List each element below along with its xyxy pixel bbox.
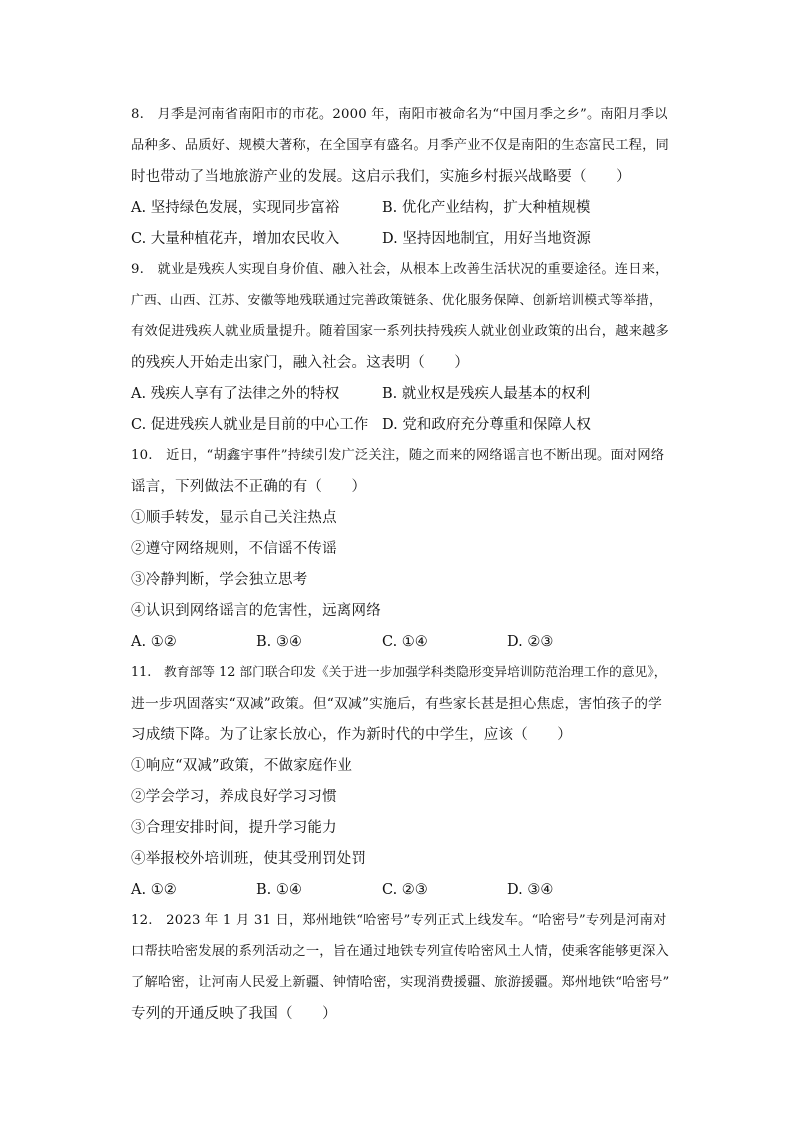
- q10-statement-1: ①顺手转发，显示自己关注热点: [131, 510, 337, 526]
- q11-line-1: 11. 教育部等 12 部门联合印发《关于进一步加强学科类隐形变异培训防范治理工作的意见》，: [131, 665, 667, 680]
- q9-option-a: A. 残疾人享有了法律之外的特权: [131, 386, 340, 402]
- q9-line-1: 9. 就业是残疾人实现自身价值、融入社会，从根本上改善生活状况的重要途径。连日来，: [131, 262, 669, 277]
- q10-line-2: 谣言，下列做法不正确的有（ ）: [131, 479, 367, 495]
- q10-line-1: 10. 近日，“胡鑫宇事件”持续引发广泛关注，随之而来的网络谣言也不断出现。面对网络: [131, 448, 665, 463]
- q9-option-b: B. 就业权是残疾人最基本的权利: [382, 386, 591, 402]
- q10-statement-4: ④认识到网络谣言的危害性，远离网络: [131, 603, 381, 619]
- q8-line-3: 时也带动了当地旅游产业的发展。这启示我们，实施乡村振兴战略要（ ）: [131, 169, 631, 185]
- q10-option-b: B. ③④: [256, 634, 302, 650]
- q10-option-c: C. ①④: [382, 634, 428, 650]
- q8-option-a: A. 坚持绿色发展，实现同步富裕: [131, 200, 340, 216]
- q8-line-2: 品种多、品质好、规模大著称，在全国享有盛名。月季产业不仅是南阳的生态富民工程，同: [131, 138, 670, 153]
- q12-line-2: 口帮扶哈密发展的系列活动之一，旨在通过地铁专列宣传哈密风土人情，使乘客能够更深入: [131, 944, 670, 959]
- q11-statement-1: ①响应“双减”政策，不做家庭作业: [131, 758, 353, 774]
- q10-statement-2: ②遵守网络规则，不信谣不传谣: [131, 541, 337, 557]
- q9-line-3: 有效促进残疾人就业质量提升。随着国家一系列扶持残疾人就业创业政策的出台，越来越多: [131, 324, 670, 339]
- q10-statement-3: ③冷静判断，学会独立思考: [131, 572, 308, 588]
- q12-line-3: 了解哈密，让河南人民爱上新疆、钟情哈密，实现消费援疆、旅游援疆。郑州地铁“哈密号”: [131, 975, 670, 990]
- q11-statement-4: ④举报校外培训班，使其受刑罚处罚: [131, 851, 367, 867]
- q11-line-3: 习成绩下降。为了让家长放心，作为新时代的中学生，应该（ ）: [131, 727, 572, 743]
- q9-option-d: D. 党和政府充分尊重和保障人权: [382, 417, 591, 433]
- q11-line-2: 进一步巩固落实“双减”政策。但“双减”实施后，有些家长甚是担心焦虑，害怕孩子的学: [131, 696, 663, 712]
- q11-option-c: C. ②③: [382, 882, 428, 898]
- q11-option-d: D. ③④: [507, 882, 554, 898]
- q11-option-b: B. ①④: [256, 882, 302, 898]
- q10-option-a: A. ①②: [131, 634, 177, 650]
- q8-option-b: B. 优化产业结构，扩大种植规模: [382, 200, 591, 216]
- q8-line-1: 8. 月季是河南省南阳市的市花。2000 年，南阳市被命名为“中国月季之乡”。南阳月季以: [131, 107, 668, 122]
- q11-statement-2: ②学会学习，养成良好学习习惯: [131, 789, 337, 805]
- q11-statement-3: ③合理安排时间，提升学习能力: [131, 820, 337, 836]
- q10-option-d: D. ②③: [507, 634, 554, 650]
- q8-option-c: C. 大量种植花卉，增加农民收入: [131, 231, 340, 247]
- q8-option-d: D. 坚持因地制宜，用好当地资源: [382, 231, 591, 247]
- q12-line-1: 12. 2023 年 1 月 31 日，郑州地铁“哈密号”专列正式上线发车。“哈密号”专列是河南对: [131, 913, 667, 928]
- q12-line-4: 专列的开通反映了我国（ ）: [131, 1006, 337, 1022]
- q11-option-a: A. ①②: [131, 882, 177, 898]
- q9-option-c: C. 促进残疾人就业是目前的中心工作: [131, 417, 369, 433]
- q9-line-2: 广西、山西、江苏、安徽等地残联通过完善政策链条、优化服务保障、创新培训模式等举措，: [131, 293, 662, 308]
- q9-line-4: 的残疾人开始走出家门，融入社会。这表明（ ）: [131, 355, 470, 371]
